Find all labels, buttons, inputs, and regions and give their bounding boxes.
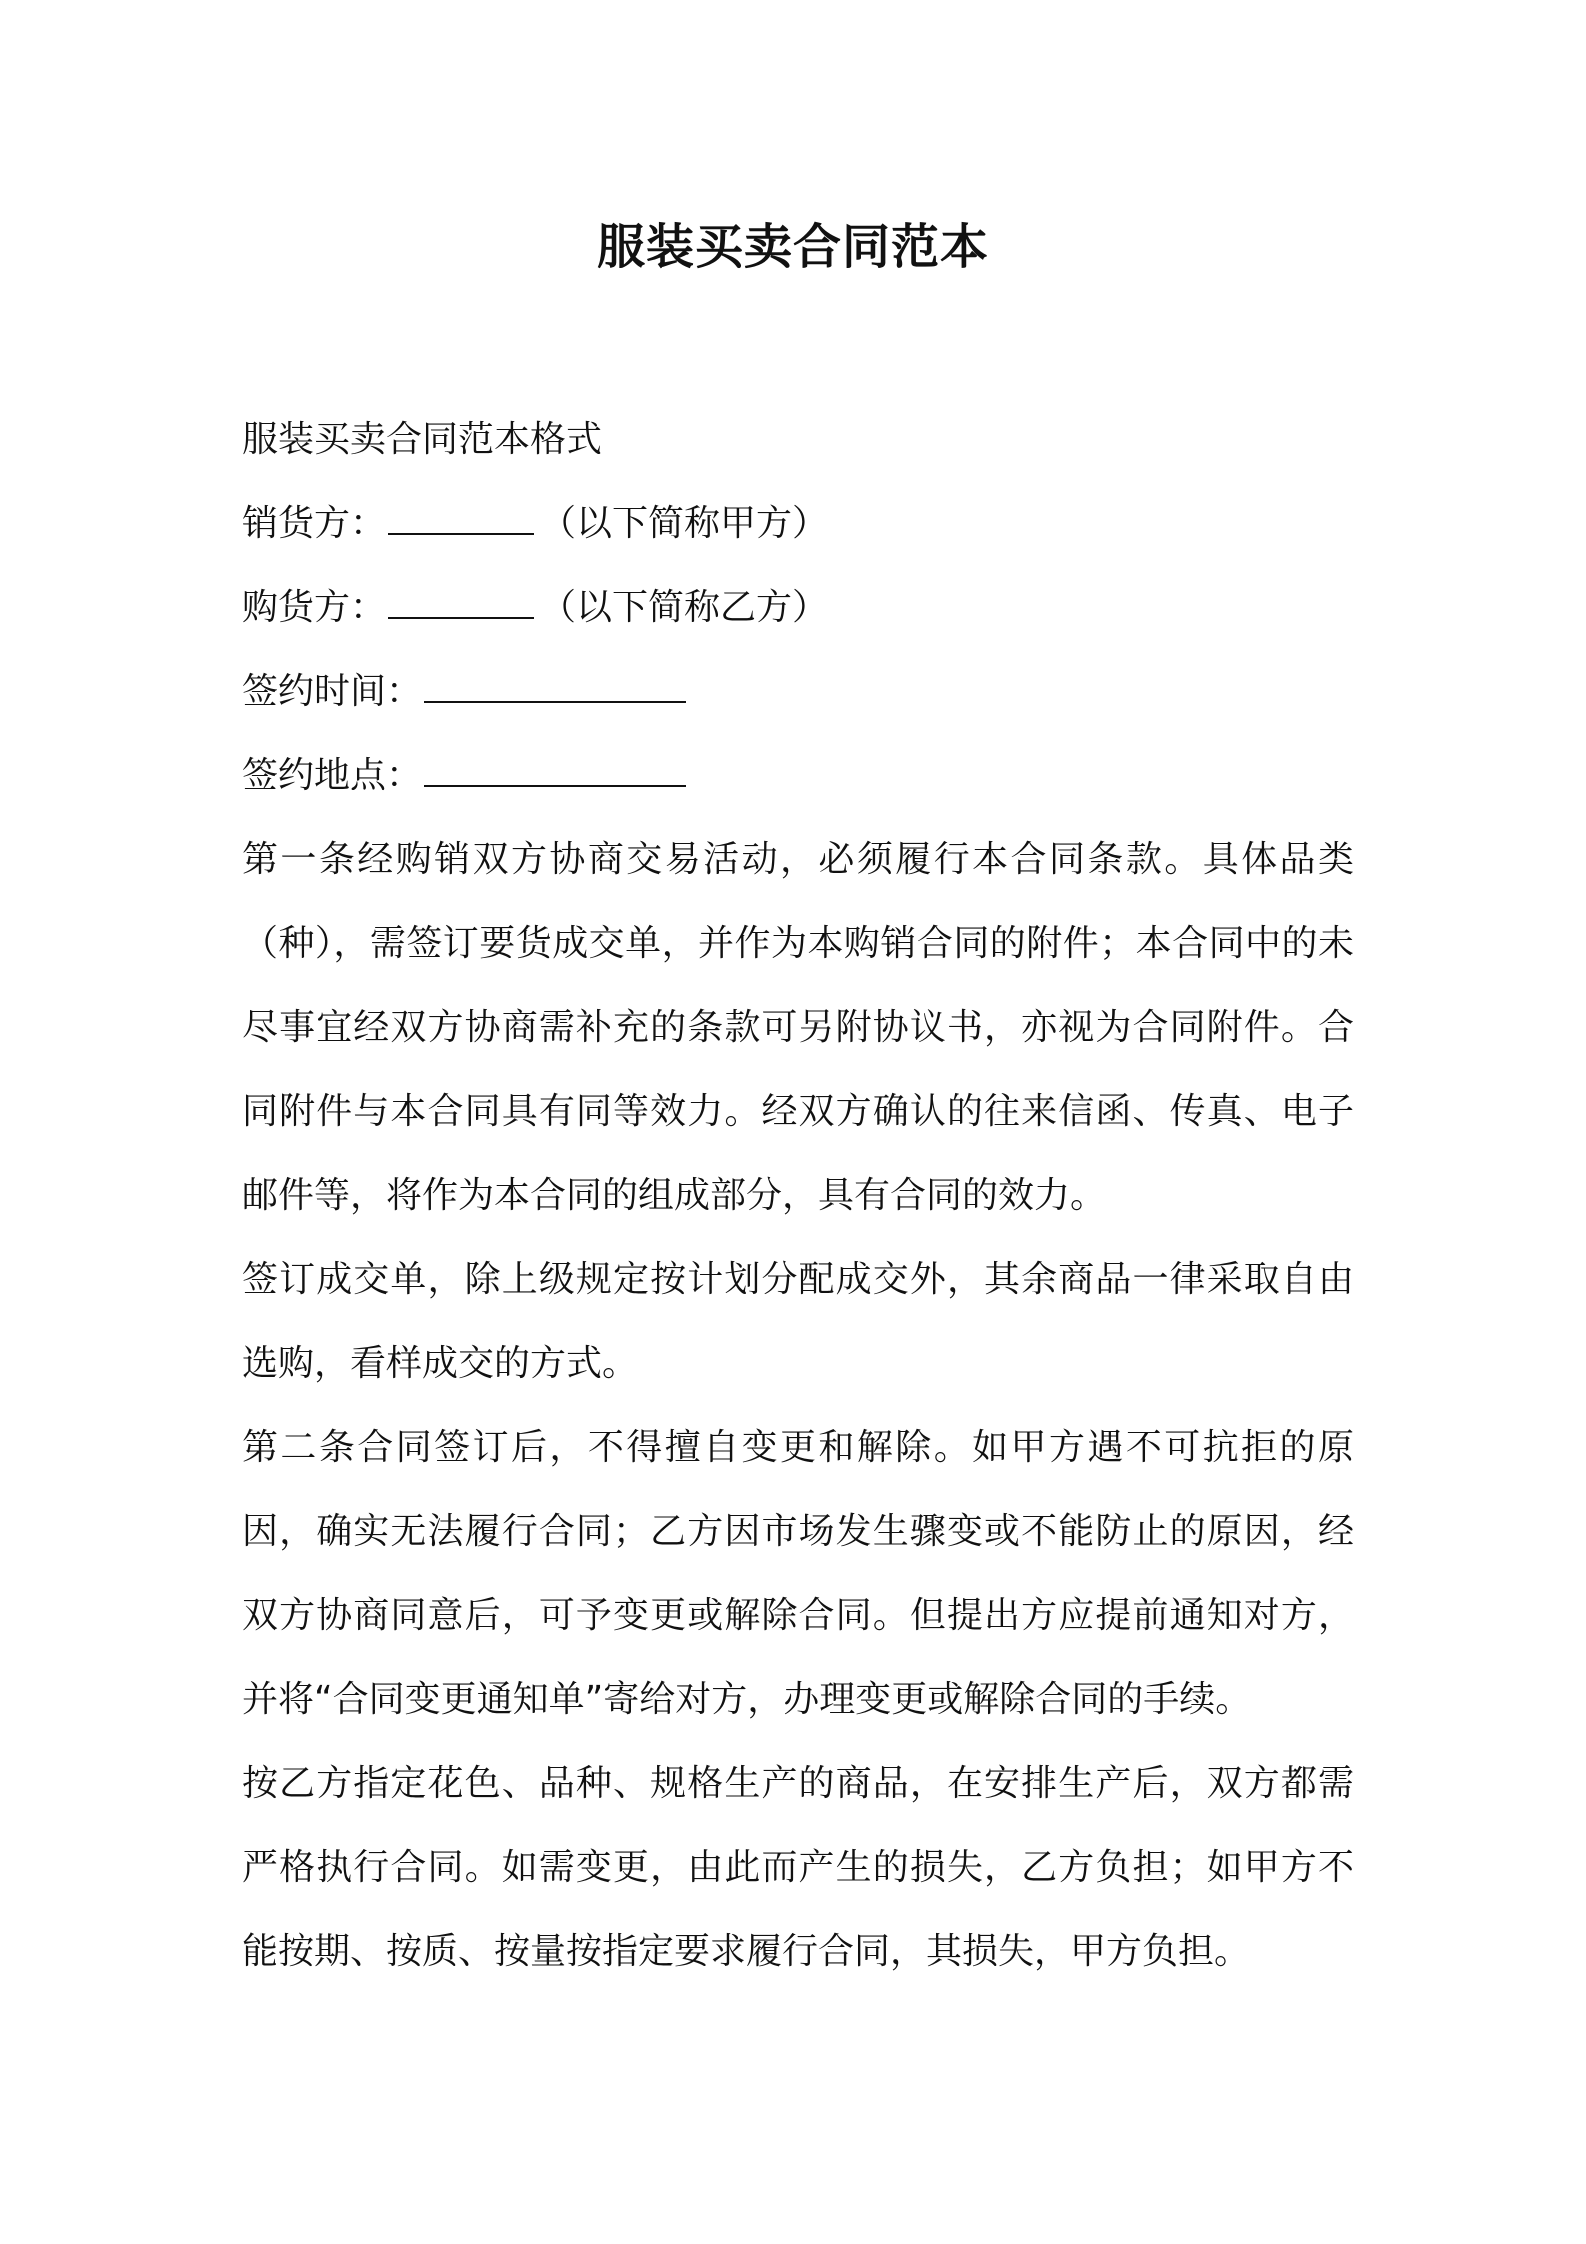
- signing-place-blank: [424, 755, 686, 787]
- buyer-suffix: （以下简称乙方）: [540, 587, 829, 628]
- format-heading: 服装买卖合同范本格式: [242, 419, 603, 460]
- document-body: [242, 398, 1354, 1994]
- paragraph-article-2: 第二条合同签订后，不得擅自变更和解除。如甲方遇不可抗拒的原因，确实无法履行合同；乙方因市场发生骤变或不能防止的原因，经双方协商同意后，可予变更或解除合同。但提出方应提前通知对方，并将“合同变更通知单”寄给对方，办理变更或解除合同的手续。: [242, 1427, 1354, 1720]
- buyer-label: 购货方：: [242, 587, 387, 628]
- paragraph-article-1: 第一条经购销双方协商交易活动，必须履行本合同条款。具体品类（种），需签订要货成交单，并作为本购销合同的附件；本合同中的未尽事宜经双方协商需补充的条款可另附协议书，亦视为合同附件。合同附件与本合同具有同等效力。经双方确认的往来信函、传真、电子邮件等，将作为本合同的组成部分，具有合同的效力。: [242, 839, 1354, 1216]
- signing-place-field: [242, 734, 1354, 818]
- signing-time-blank: [424, 671, 686, 703]
- buyer-field: [242, 566, 1354, 650]
- seller-suffix: （以下简称甲方）: [540, 503, 829, 544]
- signing-place-label: 签约地点：: [242, 755, 423, 796]
- paragraph-order-form: 签订成交单，除上级规定按计划分配成交外，其余商品一律采取自由选购，看样成交的方式。: [242, 1259, 1354, 1384]
- signing-time-field: [242, 650, 1354, 734]
- paragraph-specified-goods: 按乙方指定花色、品种、规格生产的商品，在安排生产后，双方都需严格执行合同。如需变更，由此而产生的损失，乙方负担；如甲方不能按期、按质、按量按指定要求履行合同，其损失，甲方负担。: [242, 1763, 1354, 1972]
- seller-field: [242, 482, 1354, 566]
- seller-blank: [388, 503, 534, 535]
- seller-label: 销货方：: [242, 503, 387, 544]
- document-title: 服装买卖合同范本: [596, 219, 989, 275]
- buyer-blank: [388, 587, 534, 619]
- signing-time-label: 签约时间：: [242, 671, 423, 712]
